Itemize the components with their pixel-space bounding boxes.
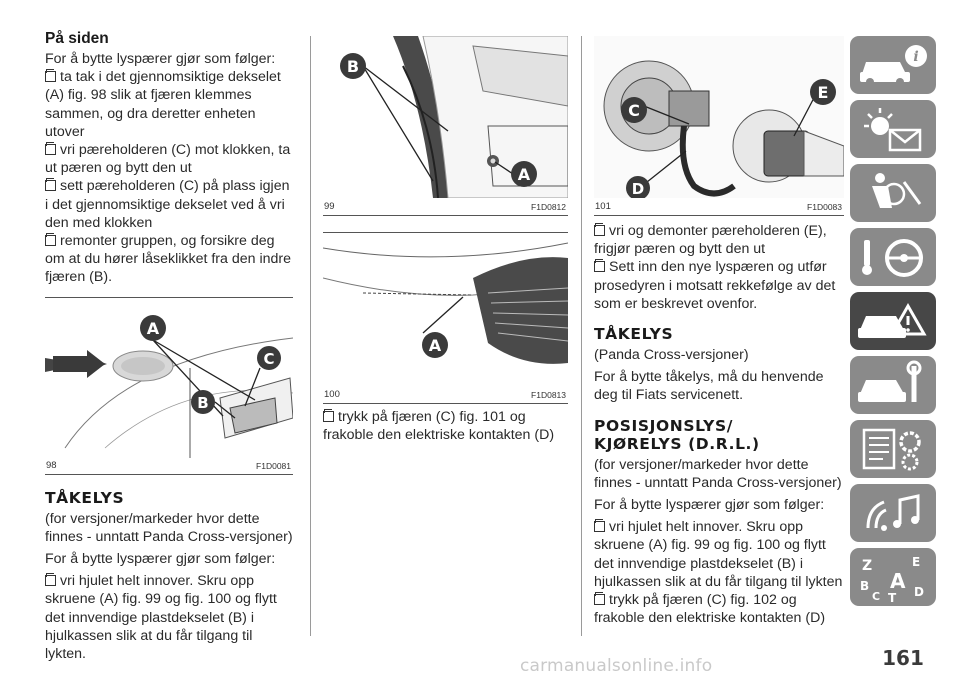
column-2 — [323, 36, 568, 444]
step-item: trykk på fjæren (C) fig. 101 og frakoble den elektriske kontakten (D) — [323, 409, 555, 444]
checkbox-bullet-icon — [323, 411, 334, 422]
figure-100 — [323, 232, 568, 404]
car-info-icon — [850, 36, 936, 94]
callout-a-icon — [140, 315, 166, 341]
figure-number: 98 — [46, 459, 57, 471]
figure-code: F1D0813 — [531, 390, 566, 400]
side-marker-illustration — [45, 298, 293, 458]
step-item: vri hjulet helt innover. Skru opp skruene (A) fig. 99 og fig. 100 og flytt det innvendige plastdekselet (B) i hjulkassen slik at du får tilgang til lykten — [594, 519, 843, 590]
chapter-tab-safety[interactable] — [850, 164, 936, 222]
maintenance-icon — [850, 356, 936, 414]
intro-text: For å bytte lyspærer gjør som følger: — [45, 551, 276, 568]
checkbox-bullet-icon — [594, 521, 605, 532]
figure-code: F1D0812 — [531, 202, 566, 212]
body-text: For å bytte tåkelys, må du henvende deg til Fiats servicenett. — [594, 369, 824, 404]
svg-text:C: C — [628, 101, 640, 120]
column-divider — [310, 36, 311, 636]
figure-98 — [45, 297, 293, 475]
section-heading-side: På siden — [45, 30, 109, 47]
underbody-illustration — [323, 233, 568, 387]
figure-code: F1D0083 — [807, 202, 842, 212]
chapter-tab-car-info[interactable] — [850, 36, 936, 94]
checkbox-bullet-icon — [45, 71, 56, 82]
callout-a-icon — [511, 161, 537, 187]
step-item: vri og demonter pæreholderen (E), frigjør pæren og bytt den ut — [594, 223, 827, 258]
callout-c-icon — [621, 97, 647, 123]
step-item: trykk på fjæren (C) fig. 102 og frakoble den elektriske kontakten (D) — [594, 592, 826, 627]
step-item: vri pæreholderen (C) mot klokken, ta ut pæren og bytt den ut — [45, 142, 291, 177]
svg-text:C: C — [872, 590, 881, 603]
svg-text:Z: Z — [862, 558, 873, 574]
intro-text: For å bytte lyspærer gjør som følger: — [594, 497, 825, 514]
checkbox-bullet-icon — [594, 225, 605, 236]
callout-a-icon — [422, 332, 448, 358]
figure-99 — [323, 36, 568, 216]
svg-text:A: A — [890, 569, 906, 593]
figure-code: F1D0081 — [256, 460, 291, 471]
fog-light-illustration — [594, 36, 844, 198]
intro-text: For å bytte lyspærer gjør som følger: — [45, 51, 276, 67]
callout-c-icon — [257, 346, 281, 370]
page-number: 161 — [882, 646, 924, 670]
warning-lights-icon — [850, 100, 936, 158]
svg-text:B: B — [860, 579, 870, 593]
figure-number: 99 — [324, 201, 335, 212]
chapter-tab-multimedia[interactable] — [850, 484, 936, 542]
checkbox-bullet-icon — [45, 180, 56, 191]
callout-e-icon — [810, 79, 836, 105]
airbag-safety-icon — [850, 164, 936, 222]
svg-text:D: D — [631, 180, 645, 198]
index-icon — [850, 548, 936, 606]
note-text: (for versjoner/markeder hvor dette finnes - unntatt Panda Cross-versjoner) — [594, 456, 842, 491]
column-divider — [581, 36, 582, 636]
note-text: (for versjoner/markeder hvor dette finnes - unntatt Panda Cross-versjoner) — [45, 510, 293, 545]
svg-text:B: B — [197, 393, 209, 412]
emergency-icon — [850, 292, 936, 350]
callout-b-icon — [191, 390, 215, 414]
figure-number: 100 — [324, 389, 340, 400]
section-heading-posisjonslys: POSISJONSLYS/ KJØRELYS (D.R.L.) — [594, 416, 760, 453]
watermark: carmanualsonline.info — [520, 656, 713, 676]
step-item: remonter gruppen, og forsikre deg om at du hører låseklikket fra den indre fjæren (B). — [45, 233, 292, 286]
svg-text:E: E — [912, 555, 921, 569]
svg-text:D: D — [914, 585, 924, 599]
checkbox-bullet-icon — [45, 235, 56, 246]
wheel-arch-illustration — [323, 36, 568, 198]
multimedia-icon — [850, 484, 936, 542]
column-1 — [45, 30, 293, 663]
step-item: Sett inn den nye lyspæren og utfør prosedyren i motsatt rekkefølge av det som er beskrevet ovenfor. — [594, 259, 836, 312]
callout-b-icon — [340, 53, 366, 79]
chapter-tab-index[interactable] — [850, 548, 936, 606]
figure-number: 101 — [595, 201, 611, 212]
chapter-tab-driving[interactable] — [850, 228, 936, 286]
svg-text:E: E — [817, 83, 829, 102]
checkbox-bullet-icon — [594, 261, 605, 272]
checkbox-bullet-icon — [45, 144, 56, 155]
checkbox-bullet-icon — [45, 575, 56, 586]
technical-data-icon — [850, 420, 936, 478]
svg-text:A: A — [146, 318, 160, 338]
figure-101 — [594, 36, 844, 216]
chapter-tab-technical-data[interactable] — [850, 420, 936, 478]
svg-text:B: B — [346, 57, 360, 76]
chapter-tab-warning-lights[interactable] — [850, 100, 936, 158]
svg-text:C: C — [263, 349, 275, 368]
step-item: vri hjulet helt innover. Skru opp skruene (A) fig. 99 og fig. 100 og flytt det innvendige plastdekselet (B) i hjulkassen slik at du får tilgang til lykten. — [45, 573, 277, 663]
section-heading-tåkelys: TÅKELYS — [45, 488, 125, 507]
chapter-tab-emergency[interactable] — [850, 292, 936, 350]
starting-driving-icon — [850, 228, 936, 286]
checkbox-bullet-icon — [594, 594, 605, 605]
column-3 — [594, 36, 844, 627]
chapter-tab-maintenance[interactable] — [850, 356, 936, 414]
svg-text:A: A — [517, 165, 531, 184]
note-text: (Panda Cross-versjoner) — [594, 347, 749, 364]
svg-text:T: T — [888, 591, 897, 605]
step-item: ta tak i det gjennomsiktige dekselet (A) fig. 98 slik at fjæren klemmes sammen, og dra deretter enheten utover — [45, 69, 281, 140]
svg-text:i: i — [913, 49, 919, 65]
svg-text:A: A — [428, 336, 442, 355]
step-item: sett pæreholderen (C) på plass igjen i det gjennomsiktige dekselet ved å vri den med klokken — [45, 178, 290, 231]
section-heading-tåkelys: TÅKELYS — [594, 325, 674, 344]
